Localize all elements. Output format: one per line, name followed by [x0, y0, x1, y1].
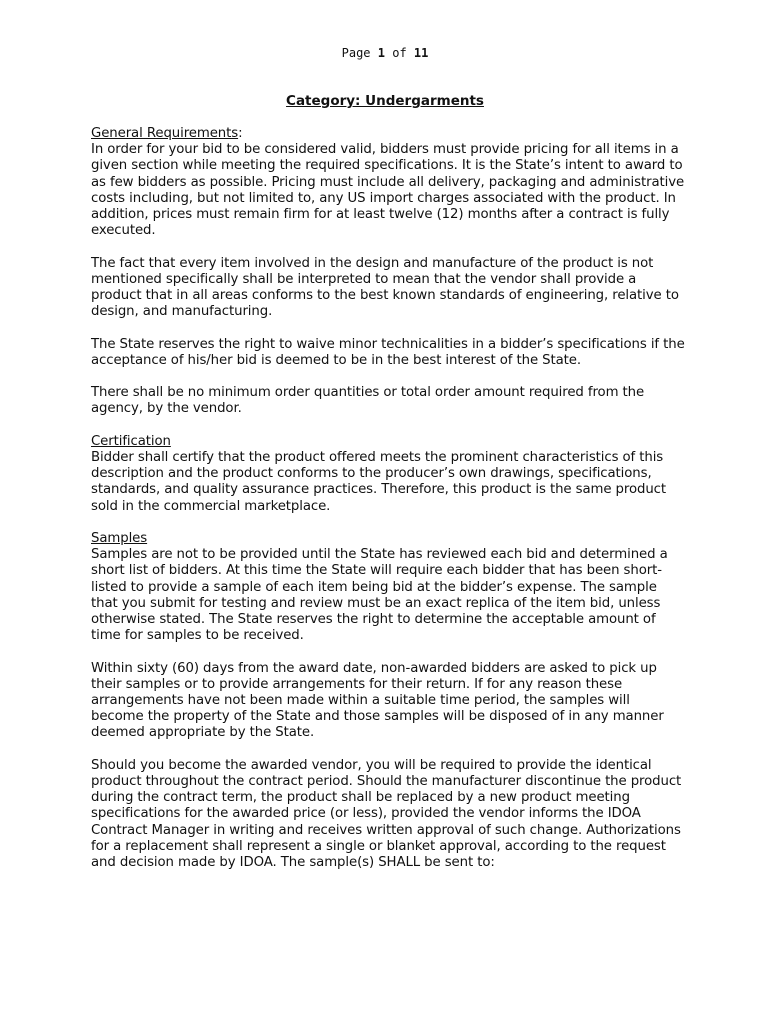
of-label: of	[392, 46, 407, 60]
certification-heading: Certification	[91, 433, 171, 449]
general-paragraph-2: The fact that every item involved in the design and manufacture of the product is not mentioned specifically shall be interpreted to mean that the vendor shall provide a product that in all areas conforms to the best known standards of engineering, relative to design, and manufacturing.	[91, 255, 679, 320]
section-general-requirements	[91, 126, 686, 418]
document-title: Category: Undergarments	[286, 93, 484, 109]
section-samples	[91, 531, 686, 871]
general-paragraph-3: The State reserves the right to waive minor technicalities in a bidder’s specifications if the acceptance of his/her bid is deemed to be in the best interest of the State.	[91, 336, 685, 368]
certification-paragraph-1: Bidder shall certify that the product offered meets the prominent characteristics of this description and the product conforms to the producer’s own drawings, specifications, standards, and quality assurance practices. Therefore, this product is the same product sold in the commercial marketplace.	[91, 450, 666, 514]
samples-heading: Samples	[91, 531, 148, 546]
current-page-number: 1	[377, 46, 385, 60]
page-label: Page	[341, 46, 371, 60]
section-certification	[91, 434, 686, 515]
general-paragraph-1: In order for your bid to be considered valid, bidders must provide pricing for all items in a given section while meeting the required specifications. It is the State’s intent to award to as few bidders as possible. Pricing must include all delivery, packaging and administrative costs including, but not limited to, any US import charges associated with the product. In addition, prices must remain firm for at least twelve (12) months after a contract is fully executed.	[91, 142, 685, 239]
document-body	[91, 126, 686, 887]
samples-paragraph-2: Within sixty (60) days from the award date, non-awarded bidders are asked to pick up their samples or to provide arrangements for their return. If for any reason these arrangements have not been made within a suitable time period, the samples will become the property of the State and those samples will be disposed of in any manner deemed appropriate by the State.	[91, 660, 664, 741]
general-paragraph-4: There shall be no minimum order quantities or total order amount required from the agency, by the vendor.	[91, 385, 645, 417]
section-heading-general	[91, 126, 686, 142]
general-requirements-heading: General Requirements	[91, 126, 239, 141]
samples-paragraph-3: Should you become the awarded vendor, you will be required to provide the identical product throughout the contract period. Should the manufacturer discontinue the product during the contract term, the product shall be replaced by a new product meeting specifications for the awarded price (or less), provided the vendor informs the IDOA Contract Manager in writing and receives written approval of such change. Authorizations for a replacement shall represent a single or blanket approval, according to the request and decision made by IDOA. The sample(s) SHALL be sent to:	[91, 757, 682, 871]
heading-colon: :	[238, 126, 243, 141]
page-number-header	[0, 45, 770, 61]
samples-paragraph-1: Samples are not to be provided until the State has reviewed each bid and determined a short list of bidders. At this time the State will require each bidder that has been short-listed to provide a sample of each item being bid at the bidder’s expense. The sample that you submit for testing and review must be an exact replica of the item bid, unless otherwise stated. The State reserves the right to determine the acceptable amount of time for samples to be received.	[91, 547, 668, 644]
total-pages-number: 11	[413, 46, 429, 60]
